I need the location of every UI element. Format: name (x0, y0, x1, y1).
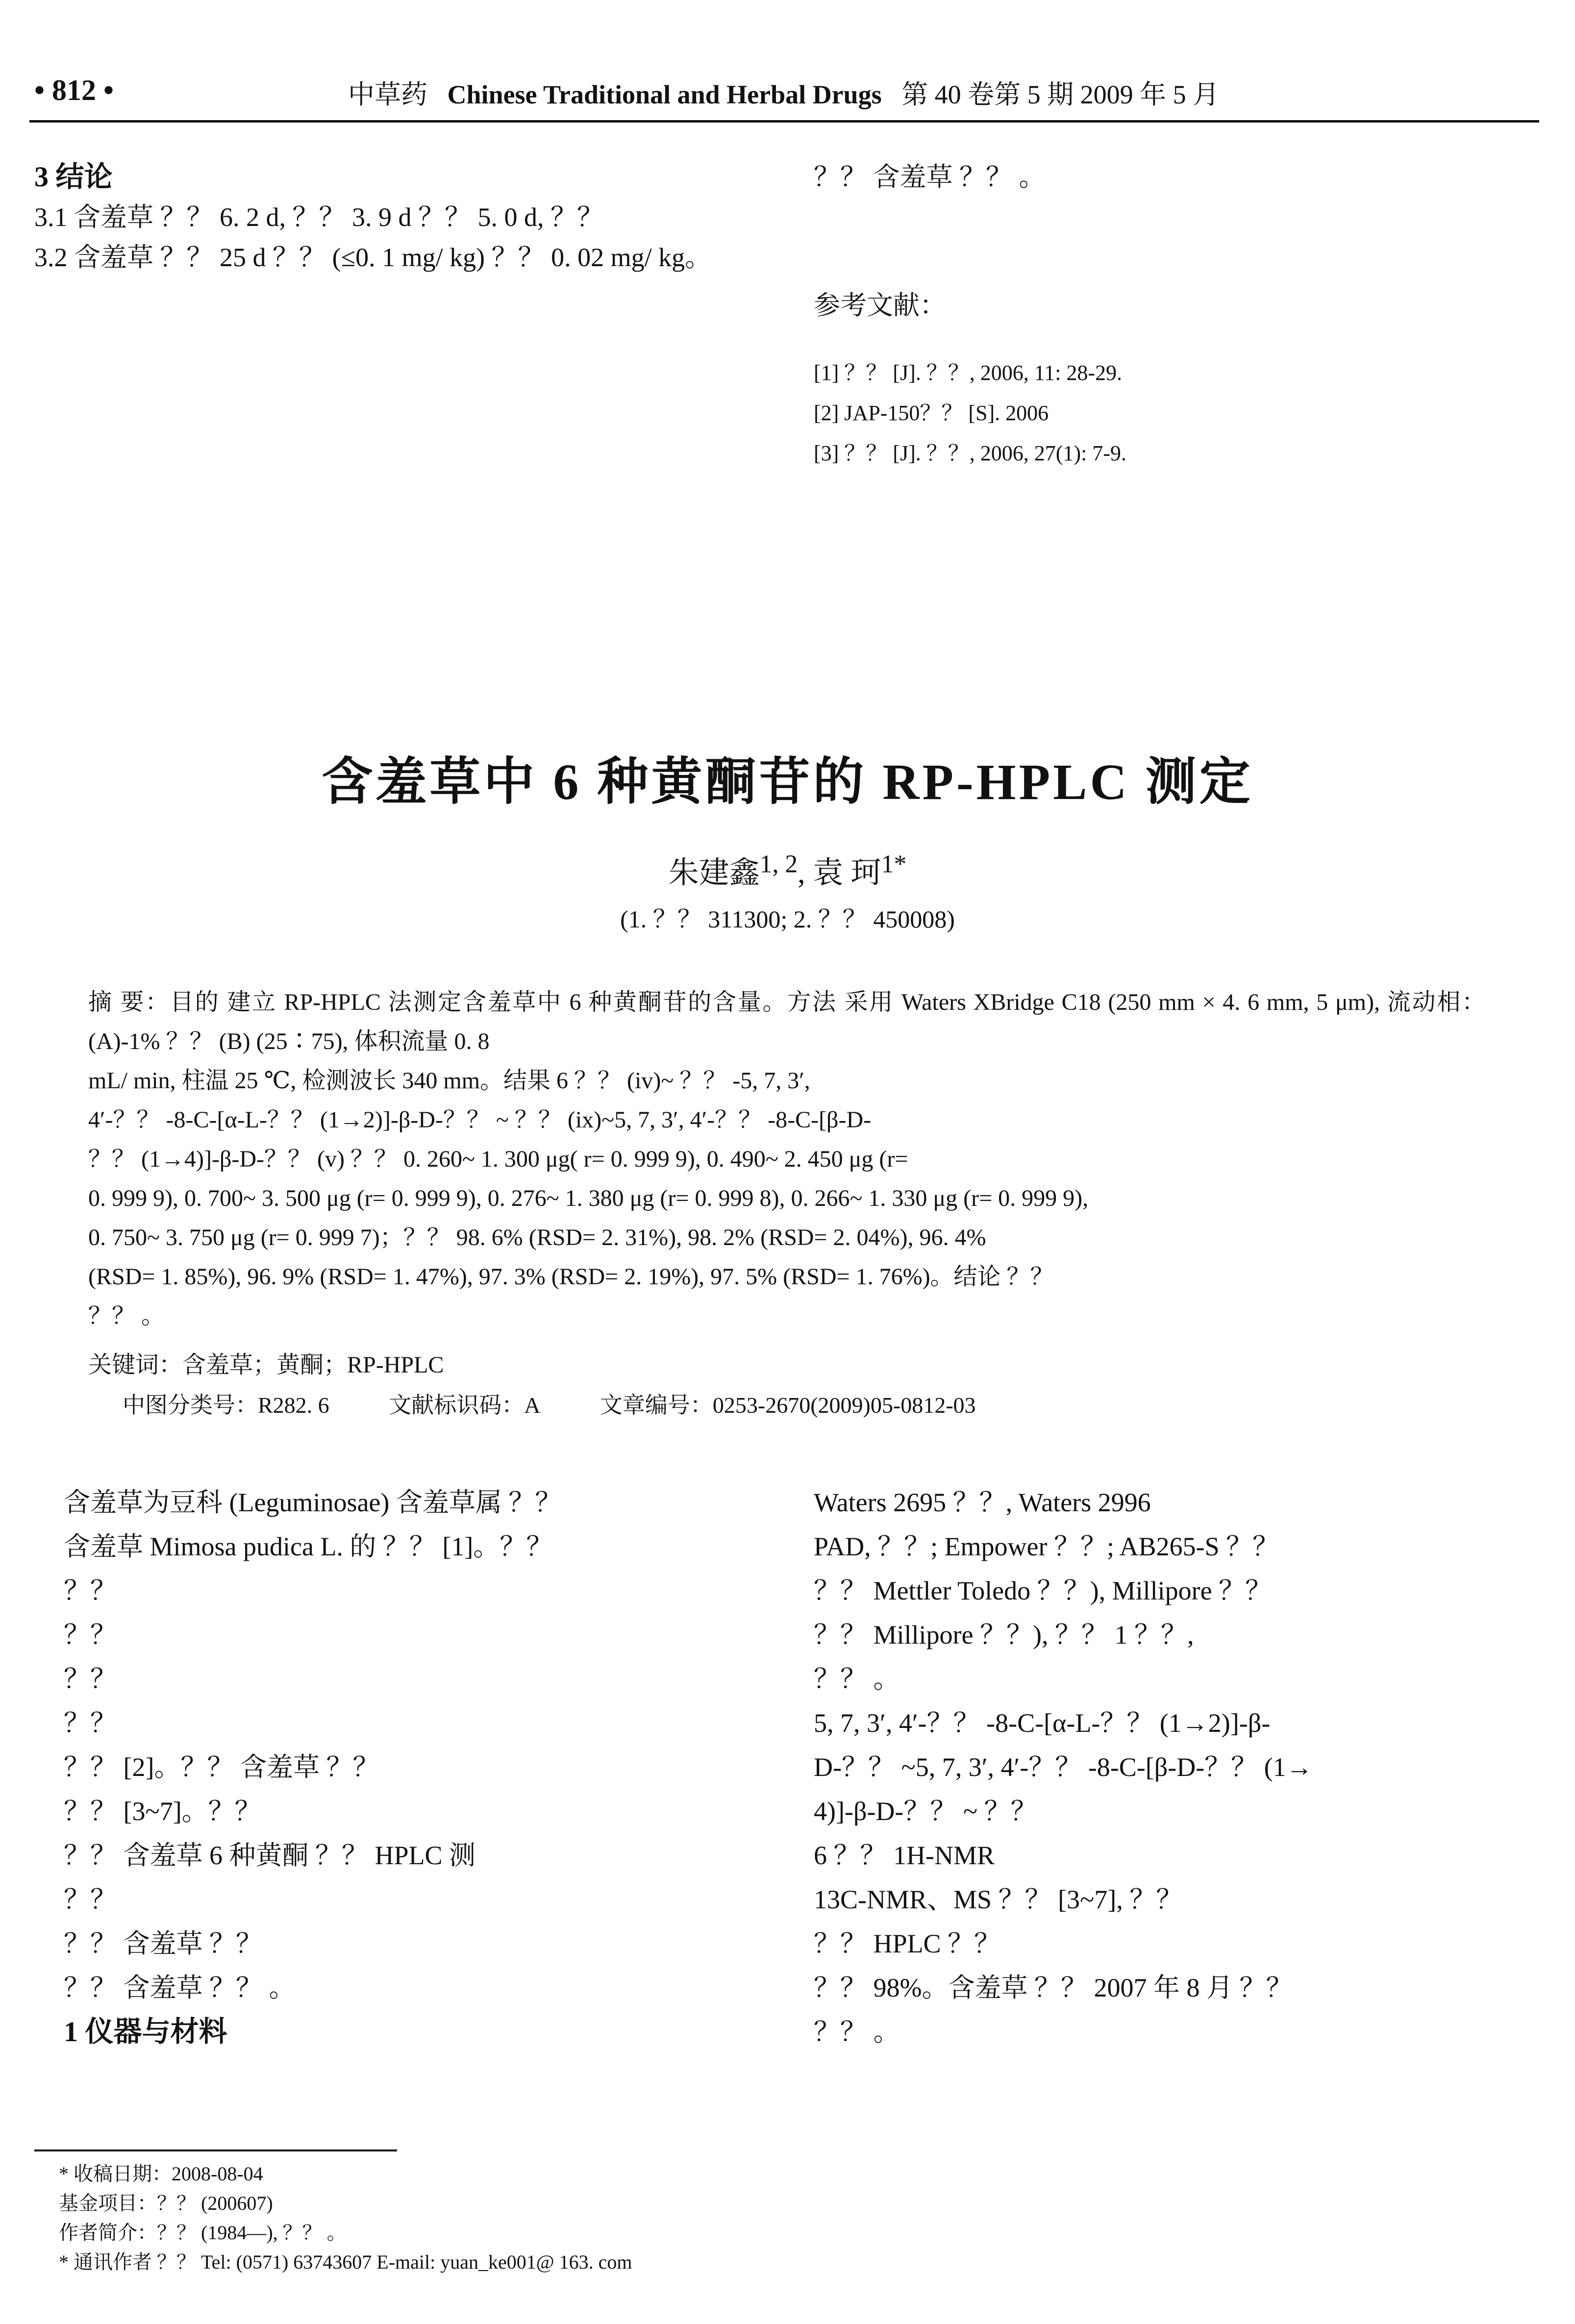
reference-item: [2] JAP-150？？ [S]. 2006 (814, 401, 1049, 425)
paragraph-line: 6 ？？ 1H-NMR (814, 1841, 995, 1870)
paragraph-line: ？？ Mettler Toledo ？？), Millipore ？？ (814, 1576, 1272, 1605)
paragraph-line: ？？ Millipore ？？), ？？ 1 ？？, (814, 1620, 1194, 1649)
abstract-line: 0. 999 9), 0. 700~ 3. 500 μg (r= 0. 999 9), 0. 276~ 1. 380 μg (r= 0. 999 8), 0. 266~ 1. 330 μg (r= 0. 999 9), (88, 1185, 1089, 1211)
paragraph-line: ？？ (64, 1708, 117, 1738)
document-code: 文献标识码：A (389, 1393, 541, 1418)
journal-title (348, 74, 1219, 111)
paragraph-line: ？？ 含羞草 6 种黄酮 ？？ HPLC 测 (64, 1841, 476, 1870)
running-header (34, 74, 1534, 118)
journal-issue: 第 40 卷第 5 期 2009 年 5 月 (901, 80, 1220, 109)
abstract-line: 0. 750~ 3. 750 μg (r= 0. 999 7)；？？ 98. 6% (RSD= 2. 31%), 98. 2% (RSD= 2. 04%), 96. 4% (88, 1224, 986, 1250)
paragraph-line: 4)]-β-D-？？ ~ ？？ (814, 1797, 1037, 1826)
body-right-column (814, 1480, 1529, 2054)
paragraph-line: 含羞草 Mimosa pudica L. 的 ？？ [1]。？？ (64, 1532, 553, 1561)
abstract-line: ？？ (1→4)]-β-D-？？ (v) ？？ 0. 260~ 1. 300 μg( r= 0. 999 9), 0. 490~ 2. 450 μg (r= (88, 1146, 908, 1172)
article-authors: 朱建鑫$^{1, 2}$, 袁 珂$^{1*}$ (668, 850, 907, 890)
reference-list (814, 355, 1525, 476)
abstract-line: (RSD= 1. 85%), 96. 9% (RSD= 1. 47%), 97. 3% (RSD= 2. 19%), 97. 5% (RSD= 1. 76%)。结论 ？？ (88, 1264, 1054, 1290)
paragraph-line: ？？ (64, 1576, 117, 1605)
paragraph-line: ？？ (64, 1664, 117, 1694)
keywords: 关键词：含羞草；黄酮；RP-HPLC (88, 1352, 444, 1378)
journal-title-en: Chinese Traditional and Herbal Drugs (447, 80, 882, 109)
right-column-top (814, 157, 1539, 325)
section-heading-conclusion: 3 结论 (34, 161, 113, 193)
abstract-line: 4′-？？ -8-C-[α-L-？？ (1→2)]-β-D-？？ ~ ？？ (ix)~5, 7, 3′, 4′-？？ -8-C-[β-D- (88, 1107, 872, 1133)
paragraph-line: D-？？ ~5, 7, 3′, 4′-？？ -8-C-[β-D-？？ (1→ (814, 1752, 1313, 1782)
clc-number: 中图分类号：R282. 6 (123, 1393, 329, 1418)
header-rule (29, 120, 1539, 123)
journal-title-cn: 中草药 (348, 80, 427, 109)
section-heading-instruments: 1 仪器与材料 (64, 2016, 227, 2048)
paragraph-line: PAD, ？？; Empower ？？; AB265-S ？？ (814, 1532, 1279, 1561)
abstract (88, 983, 1485, 1336)
footnote-rule (34, 2149, 397, 2151)
paragraph-line: ？？ [3~7]。？？ (64, 1797, 261, 1826)
paragraph: 3.2 含羞草 ？？ 25 d ？？ (≤0. 1 mg/ kg) ？？ 0. 02 mg/ kg。 (34, 243, 712, 272)
paragraph-line: 13C-NMR、MS ？？ [3~7], ？？ (814, 1885, 1183, 1914)
abstract-line: mL/ min, 柱温 25 ℃, 检测波长 340 mm。结果 6 ？？ (iv)~ ？？ -5, 7, 3′, (88, 1068, 810, 1094)
paragraph: 3.1 含羞草 ？？ 6. 2 d, ？？ 3. 9 d ？？ 5. 0 d, ？？ (34, 202, 603, 232)
references-heading: 参考文献： (814, 291, 946, 320)
paragraph-line: ？？ (64, 1885, 117, 1914)
abstract-line: ？？ 。 (88, 1303, 165, 1329)
paragraph-line: ？？ 。 (814, 1664, 900, 1694)
footnote-line: 基金项目：？？ (200607) (59, 2192, 273, 2214)
paragraph-line: 含羞草为豆科 (Leguminosae) 含羞草属 ？？ (64, 1488, 562, 1517)
author-affiliation-mark: 1, 2 (759, 850, 798, 878)
body-left-column (64, 1480, 765, 2054)
paragraph-line: ？？ [2]。？？ 含羞草 ？？ (64, 1752, 379, 1782)
footnote-line: * 通讯作者 ？？ Tel: (0571) 63743607 E-mail: yuan_ke001@ 163. com (59, 2251, 632, 2273)
article-id: 文章编号：0253-2670(2009)05-0812-03 (600, 1393, 976, 1418)
reference-item: [1] ？？ [J]. ？？, 2006, 11: 28-29. (814, 361, 1122, 385)
footnote (59, 2159, 1039, 2277)
left-column-top (34, 157, 760, 277)
paragraph: ？？ 含羞草 ？？ 。 (814, 162, 1046, 192)
paragraph-line: ？？ 含羞草 ？？ 。 (64, 1973, 296, 2002)
author-name: 朱建鑫 (668, 856, 760, 890)
reference-item: [3] ？？ [J]. ？？, 2006, 27(1): 7-9. (814, 441, 1126, 465)
paragraph-line: ？？ HPLC ？？ (814, 1929, 1001, 1958)
abstract-line: 摘 要：目的 建立 RP-HPLC 法测定含羞草中 6 种黄酮苷的含量。方法 采用 Waters XBridge C18 (250 mm × 4. 6 mm, 5 μm), 流动相：(A)-1% ？？ (B) (25∶75), 体积流量 0. 8 (88, 989, 1485, 1054)
author-affiliation-mark: 1* (881, 850, 907, 878)
paragraph-line: ？？ 。 (814, 2017, 900, 2047)
article-affiliation: (1. ？？ 311300; 2. ？？ 450008) (620, 905, 955, 933)
author-name: 袁 珂 (813, 856, 881, 890)
paragraph-line: ？？ 98%。含羞草 ？？ 2007 年 8 月 ？？ (814, 1973, 1293, 2002)
article-title: 含羞草中 6 种黄酮苷的 RP-HPLC 测定 (322, 754, 1253, 810)
paragraph-line: ？？ 含羞草 ？？ (64, 1929, 262, 1958)
footnote-line: * 收稿日期：2008-08-04 (59, 2163, 263, 2185)
paragraph-line: Waters 2695 ？？, Waters 2996 (814, 1488, 1151, 1517)
paragraph-line: ？？ (64, 1620, 117, 1649)
footnote-line: 作者简介：？？ (1984—), ？？ 。 (59, 2222, 347, 2244)
page-number: • 812 • (34, 74, 114, 106)
paragraph-line: 5, 7, 3′, 4′-？？ -8-C-[α-L-？？ (1→2)]-β- (814, 1708, 1271, 1738)
classification-line (123, 1387, 1495, 1420)
